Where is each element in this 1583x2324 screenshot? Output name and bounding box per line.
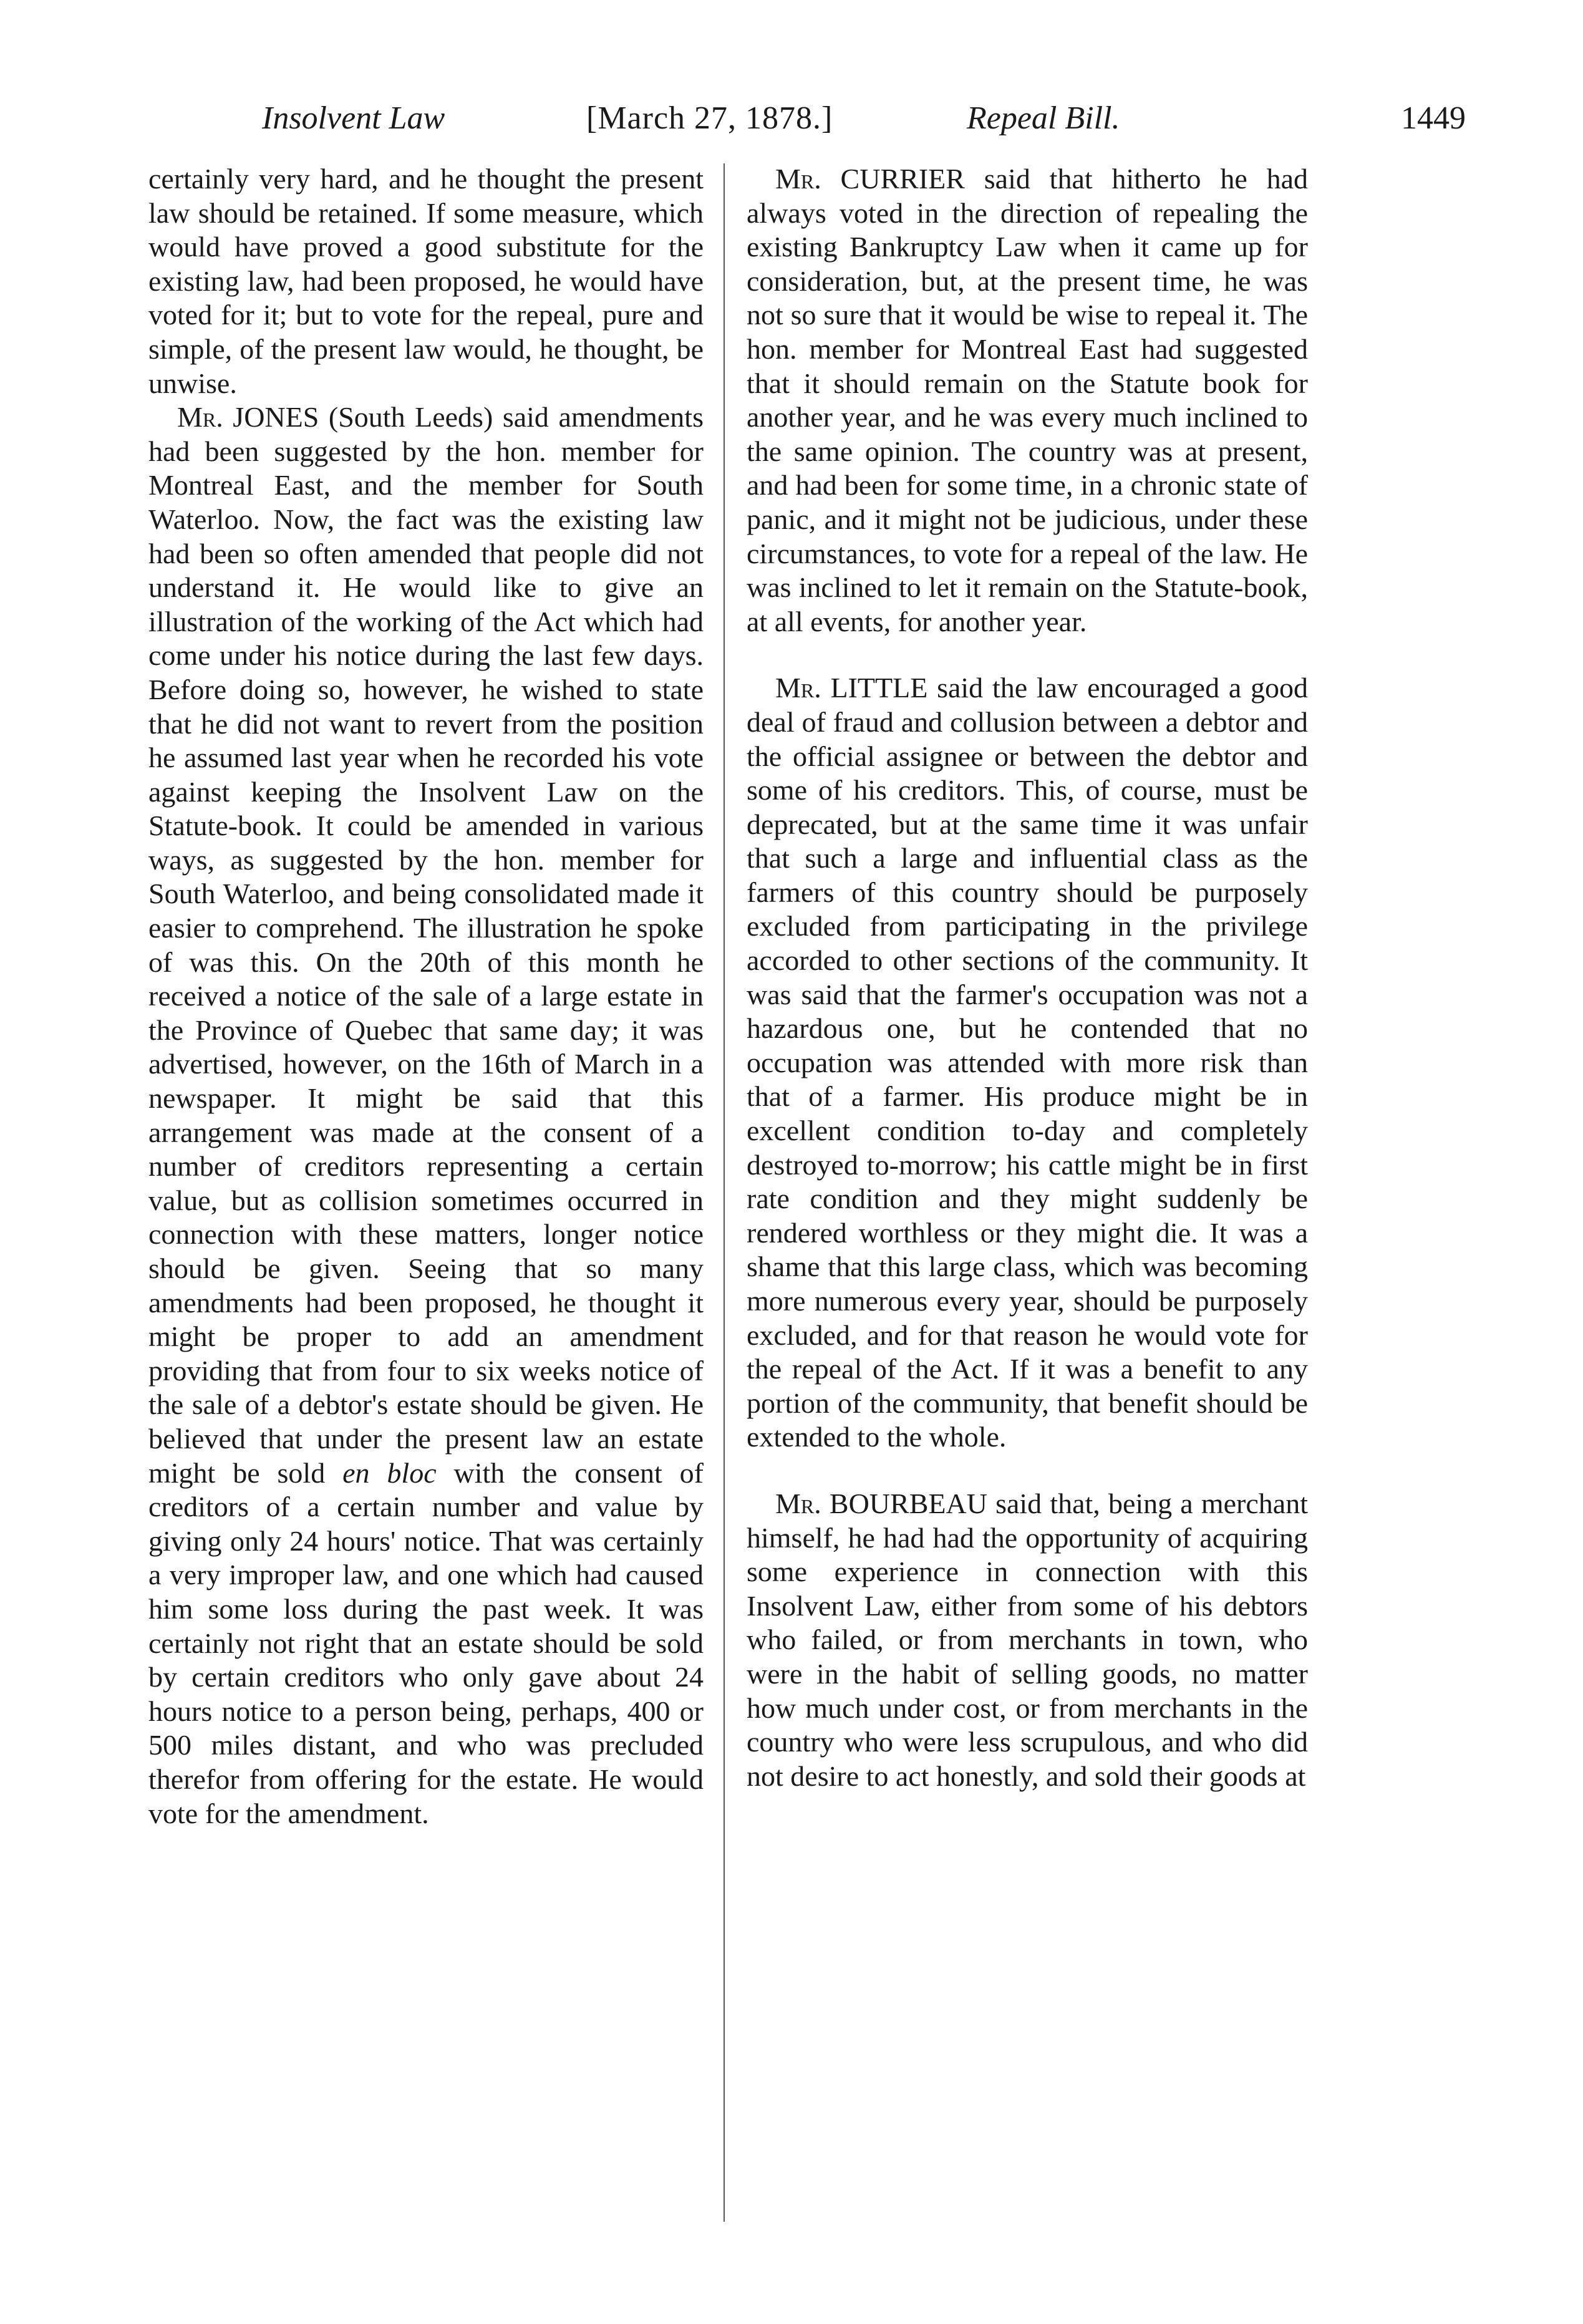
paragraph-currier (747, 162, 1308, 639)
italic-phrase: en bloc (342, 1456, 437, 1489)
paragraph-little (747, 671, 1308, 1455)
paragraph-jones (148, 400, 704, 1831)
speaker-name: Mr. LITTLE (775, 672, 928, 704)
paragraph-text: (South Leeds) said amendments had been suggested by the hon. member for Montreal East, and the member for South Waterloo. Now, the fact was the existing law had been so often amended that people did not understand it. He would like to give an illustration of the working of the Act which had come under his notice during the last few days. Before doing so, however, he wished to state that he did not want to revert from the position he assumed last year when he recorded his vote against keeping the Insolvent Law on the Statute-book. It could be amended in various ways, as suggested by the hon. member for South Waterloo, and being consolidated made it easier to comprehend. The illustration he spoke of was this. On the 20th of this month he received a notice of the sale of a large estate in the Province of Quebec that same day; it was advertised, however, on the 16th of March in a newspaper. It might be said that this arrangement was made at the consent of a number of creditors representing a certain value, but as collision sometimes occurred in connection with these matters, longer notice should be given. Seeing that so many amendments had been proposed, he thought it might be proper to add an amendment providing that from four to six weeks notice of the sale of a debtor's estate should be given. He believed that under the present law an estate might be sold (148, 401, 704, 1489)
paragraph-text: said that hitherto he had always voted in the direction of repealing the existing Bankruptcy Law when it came up for consideration, but, at the present time, he was not so sure that it would be wise to repeal it. The hon. member for Montreal East had suggested that it should remain on the Statute book for another year, and he was every much inclined to the same opinion. The country was at present, and had been for some time, in a chronic state of panic, and it might not be judicious, under these circumstances, to vote for a repeal of the law. He was inclined to let it remain on the Statute-book, at all events, for another year. (747, 163, 1309, 637)
paragraph-text: said the law encouraged a good deal of fraud and collusion between a debtor and the official assignee or between the debtor and some of his creditors. This, of course, must be deprecated, but at the same time it was unfair that such a large and influential class as the farmers of this country should be purposely excluded from participating in the privilege accorded to other sections of the community. It was said that the farmer's occupation was not a hazardous one, but he contended that no occupation was attended with more risk than that of a farmer. His produce might be in excellent condition to-day and completely destroyed to-morrow; his cattle might be in first rate condition and they might suddenly be rendered worthless or they might die. It was a shame that this large class, which was becoming more numerous every year, should be purposely excluded, and for that reason he would vote for the repeal of the Act. If it was a benefit to any portion of the community, that benefit should be extended to the whole. (747, 672, 1308, 1453)
speaker-name: Mr. BOURBEAU (775, 1487, 987, 1519)
paragraph-continuation: certainly very hard, and he thought the present law should be retained. If some measure, which would have proved a good substitute for the existing law, had been proposed, he would have voted for it; but to vote for the repeal, pure and simple, of the present law would, he thought, be unwise. (148, 163, 704, 399)
header-right-title: Repeal Bill. (967, 100, 1120, 136)
paragraph-text: said that, being a merchant himself, he had had the opportunity of acquiring some experience in connection with this Insolvent Law, either from some of his debtors who failed, or from merchants in town, who were in the habit of selling goods, no matter how much under cost, or from merchants in the country who were less scrupulous, and who did not desire to act honestly, and sold their goods at (747, 1487, 1308, 1792)
paragraph-text-end: with the consent of creditors of a certain number and value by giving only 24 hours' notice. That was certainly a very improper law, and one which had caused him some loss during the past week. It was certainly not right that an estate should be sold by certain creditors who only gave about 24 hours notice to a person being, perhaps, 400 or 500 miles distant, and who was precluded therefor from offering for the estate. He would vote for the amendment. (148, 1456, 704, 1829)
running-header (162, 94, 1478, 143)
header-date: [March 27, 1878.] (586, 100, 833, 136)
column-divider (724, 163, 725, 2222)
page-number: 1449 (1401, 100, 1466, 136)
right-column (747, 162, 1308, 1793)
speaker-name: Mr. CURRIER (775, 163, 965, 195)
speaker-name: Mr. JONES (177, 401, 319, 433)
left-column (148, 162, 704, 1831)
paragraph-bourbeau (747, 1487, 1308, 1793)
header-left-title: Insolvent Law (262, 100, 445, 136)
